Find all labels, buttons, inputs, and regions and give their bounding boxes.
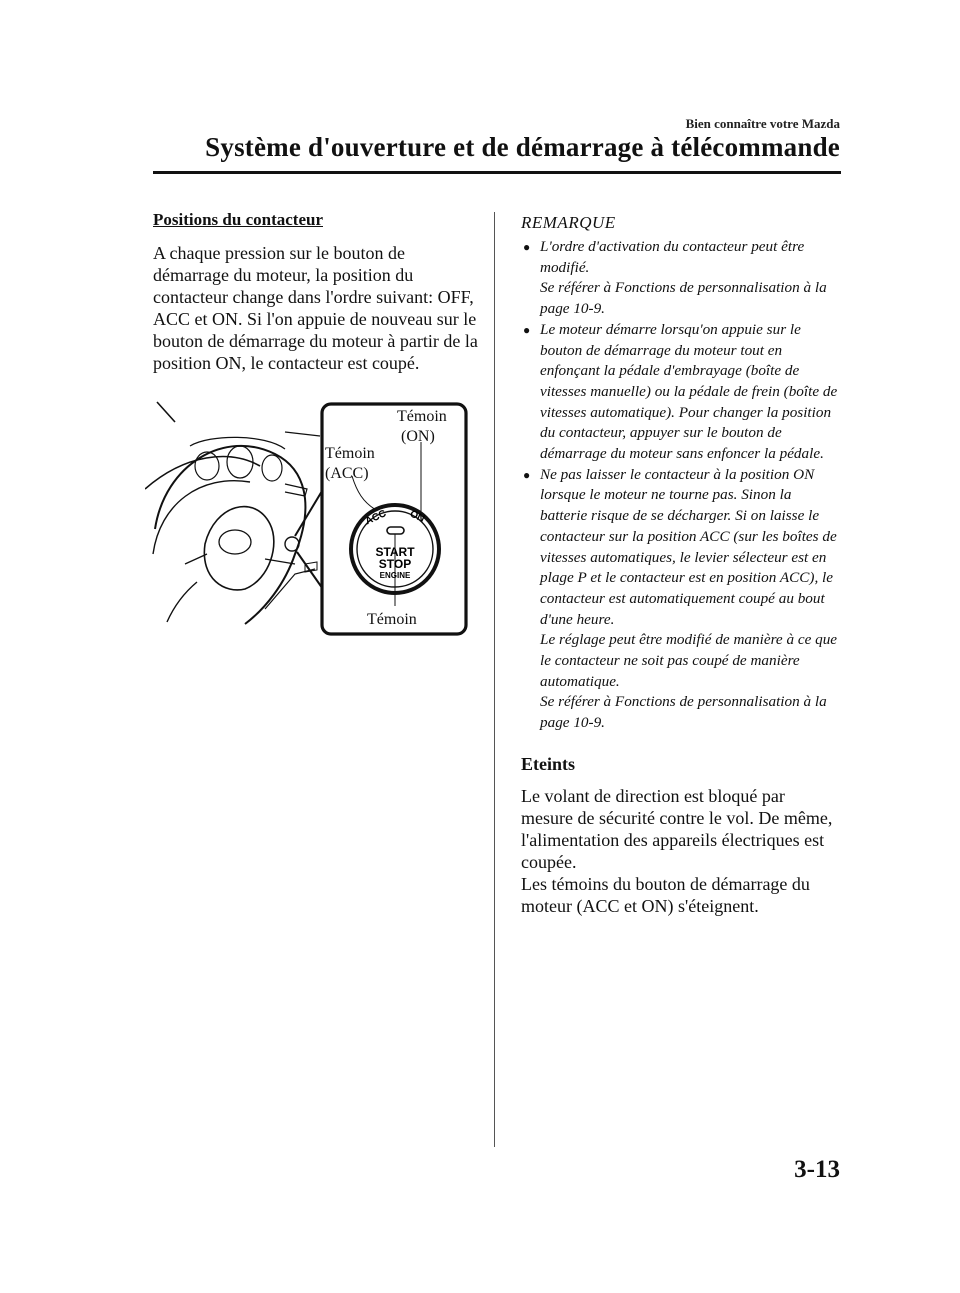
note-text: Le moteur démarre lorsqu'on appuie sur le bouton de démarrage du moteur tout en enfonçant la pédale d'embrayage (boîte de vitesses manuelle) ou la pédale de frein (boîte de vitesses automatique). Pour changer la position du contacteur, appuyer sur le bouton de démarrage du moteur sans enfoncer la pédale. <box>540 320 838 463</box>
note-text: Ne pas laisser le contacteur à la position ON lorsque le moteur ne tourne pas. Sinon la batterie risque de se décharger. Si on laisse le contacteur sur la position ACC (sur les boîtes de vitesses automatiques, le levier sélecteur est en plage P et le contacteur est en position ACC), le contacteur est automatiquement coupé au bout d'une heure. <box>540 465 837 628</box>
label-on: (ON) <box>401 428 435 445</box>
eteints-heading: Eteints <box>521 753 575 774</box>
note-reference: Se référer à Fonctions de personnalisation à la page 10-9. <box>540 693 827 732</box>
right-column <box>521 213 841 917</box>
chapter-title: Système d'ouverture et de démarrage à télécommande <box>205 132 840 162</box>
note-list <box>521 237 841 734</box>
page-number: 3-13 <box>794 1156 840 1183</box>
label-temoin-on: Témoin <box>397 408 447 425</box>
note-item <box>521 320 841 465</box>
positions-paragraph: A chaque pression sur le bouton de démarrage du moteur, la position du contacteur change dans l'ordre suivant: OFF, ACC et ON. Si l'on appuie de nouveau sur le bouton de démarrage du moteur à partir de la position ON, le contacteur est coupé. <box>153 243 478 373</box>
button-acc-text: ACC <box>363 508 389 528</box>
left-column <box>153 210 478 374</box>
button-start-text: START <box>375 545 415 559</box>
label-temoin-acc: Témoin <box>325 445 375 462</box>
label-temoin-bottom: Témoin <box>367 611 417 628</box>
ignition-figure <box>145 394 470 639</box>
bullet-icon: ● <box>523 467 531 482</box>
note-text: L'ordre d'activation du contacteur peut être modifié. <box>540 238 805 276</box>
running-title: Bien connaître votre Mazda <box>685 116 840 131</box>
label-acc: (ACC) <box>325 465 369 482</box>
bullet-icon: ● <box>523 240 531 254</box>
eteints-paragraph-1: Le volant de direction est bloqué par mesure de sécurité contre le vol. De même, l'alimentation des appareils électriques est coupée. <box>521 785 833 872</box>
note-reference: Se référer à Fonctions de personnalisation à la page 10-9. <box>540 279 827 318</box>
button-engine-text: ENGINE <box>379 571 411 580</box>
note-heading: REMARQUE <box>521 213 616 232</box>
note-item <box>521 237 841 320</box>
bullet-icon: ● <box>523 322 531 337</box>
note-extra: Le réglage peut être modifié de manière à ce que le contacteur ne soit pas coupé de manière automatique. <box>540 631 838 690</box>
button-stop-text: STOP <box>378 557 412 571</box>
header-rule <box>153 171 841 174</box>
section-heading: Positions du contacteur <box>153 210 323 229</box>
note-item <box>521 465 841 734</box>
column-divider <box>494 212 495 1147</box>
eteints-paragraph-2: Les témoins du bouton de démarrage du moteur (ACC et ON) s'éteignent. <box>521 873 810 916</box>
button-on-text: ON <box>407 508 427 525</box>
